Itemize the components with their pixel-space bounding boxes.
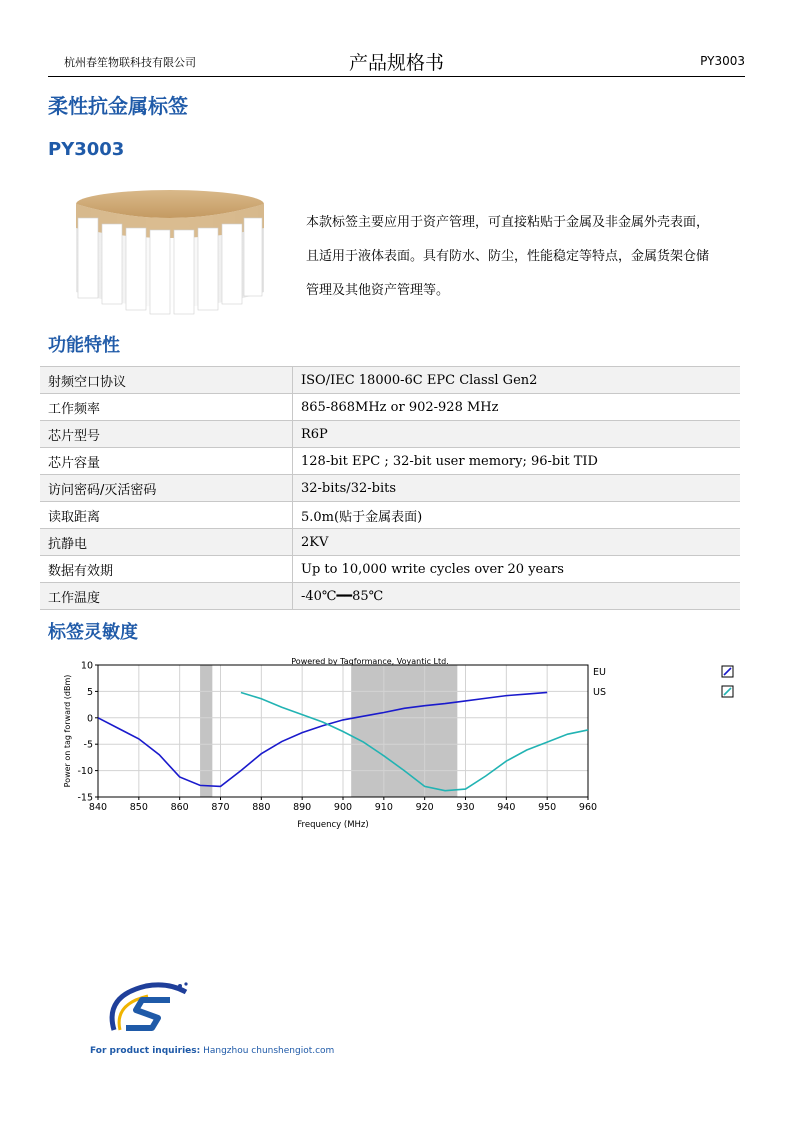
spec-value: 128-bit EPC ; 32-bit user memory; 96-bit TID <box>293 448 741 475</box>
x-tick-label: 940 <box>497 802 516 813</box>
x-tick-label: 850 <box>129 802 148 813</box>
spec-label: 工作温度 <box>40 583 293 610</box>
frequency-band-shade <box>351 665 457 797</box>
table-row <box>40 583 740 610</box>
spec-label: 射频空口协议 <box>40 367 293 394</box>
company-logo <box>106 978 190 1042</box>
x-tick-label: 870 <box>211 802 230 813</box>
y-tick-label: -5 <box>83 739 93 751</box>
table-row <box>40 367 740 394</box>
footer-inquiries <box>90 1046 334 1056</box>
chart-title: Powered by Tagformance, Voyantic Ltd. <box>291 657 449 666</box>
spec-label: 工作频率 <box>40 394 293 421</box>
x-tick-label: 920 <box>415 802 434 813</box>
y-tick-label: -15 <box>77 792 93 804</box>
product-model-heading: PY3003 <box>48 139 125 160</box>
spec-label: 芯片容量 <box>40 448 293 475</box>
description-line: 本款标签主要应用于资产管理，可直接粘贴于金属及非金属外壳表面， <box>306 215 710 230</box>
x-tick-label: 960 <box>578 802 598 813</box>
table-row <box>40 502 740 529</box>
spec-value: 32-bits/32-bits <box>293 475 741 502</box>
company-name: 杭州春笙物联科技有限公司 <box>64 56 196 69</box>
legend-label: US <box>593 687 606 698</box>
frequency-band-shade <box>200 665 212 797</box>
series-line-eu <box>98 692 547 786</box>
y-tick-label: -10 <box>77 766 93 778</box>
footer-text: Hangzhou chunshengiot.com <box>200 1046 335 1056</box>
table-row <box>40 448 740 475</box>
x-tick-label: 890 <box>293 802 312 813</box>
table-row <box>40 556 740 583</box>
footer-label: For product inquiries: <box>90 1046 201 1056</box>
table-row <box>40 529 740 556</box>
spec-value: R6P <box>293 421 741 448</box>
y-axis-label: Power on tag forward (dBm) <box>63 674 72 788</box>
x-tick-label: 840 <box>88 802 108 813</box>
x-tick-label: 880 <box>252 802 271 813</box>
spec-value: Up to 10,000 write cycles over 20 years <box>293 556 741 583</box>
x-tick-label: 910 <box>374 802 393 813</box>
spec-label: 数据有效期 <box>40 556 293 583</box>
features-heading: 功能特性 <box>48 335 120 356</box>
y-tick-label: 0 <box>86 713 93 725</box>
document-title: 产品规格书 <box>348 52 444 74</box>
header-rule <box>48 76 745 77</box>
x-tick-label: 950 <box>538 802 557 813</box>
table-row <box>40 475 740 502</box>
spec-value: -40℃━━85℃ <box>293 583 741 610</box>
legend-label: EU <box>593 667 606 678</box>
table-row <box>40 421 740 448</box>
spec-value: ISO/IEC 18000-6C EPC Classl Gen2 <box>293 367 741 394</box>
x-tick-label: 930 <box>456 802 475 813</box>
spec-value: 865-868MHz or 902-928 MHz <box>293 394 741 421</box>
description-line: 管理及其他资产管理等。 <box>306 283 450 298</box>
product-category-heading: 柔性抗金属标签 <box>48 94 188 118</box>
spec-value: 2KV <box>293 529 741 556</box>
spec-label: 读取距离 <box>40 502 293 529</box>
spec-value: 5.0m(贴于金属表面) <box>293 502 741 529</box>
product-description <box>306 206 746 308</box>
sensitivity-heading: 标签灵敏度 <box>48 622 138 643</box>
x-axis-label: Frequency (MHz) <box>297 820 369 830</box>
sensitivity-chart <box>40 652 750 841</box>
spec-label: 芯片型号 <box>40 421 293 448</box>
table-row <box>40 394 740 421</box>
spec-table <box>40 366 740 610</box>
spec-label: 抗静电 <box>40 529 293 556</box>
x-tick-label: 860 <box>170 802 189 813</box>
product-image <box>72 188 268 322</box>
x-tick-label: 900 <box>333 802 353 813</box>
y-tick-label: 5 <box>86 686 93 698</box>
spec-label: 访问密码/灭活密码 <box>40 475 293 502</box>
description-line: 且适用于液体表面。具有防水、防尘，性能稳定等特点，金属货架仓储 <box>306 249 710 264</box>
y-tick-label: 10 <box>80 660 93 672</box>
product-code: PY3003 <box>700 54 745 68</box>
